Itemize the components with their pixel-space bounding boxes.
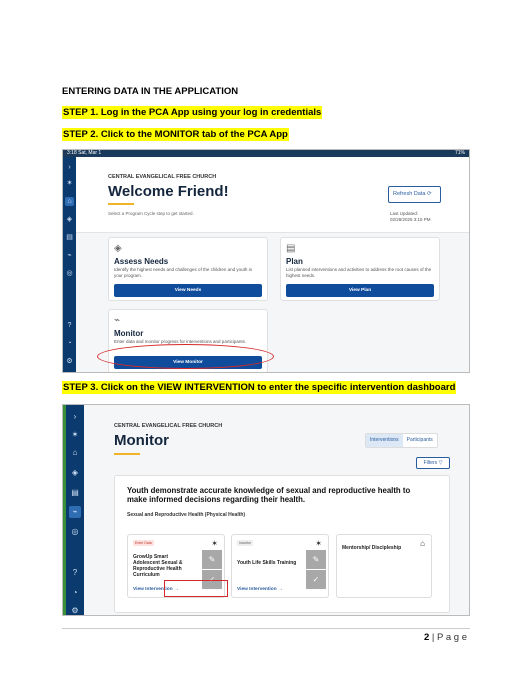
bulb-icon[interactable]: ◎ (66, 270, 73, 277)
wrench-icon[interactable]: ✎ (306, 550, 326, 569)
highlight-oval (97, 344, 274, 369)
plan-desc: List planned interventions and activities to address the root causes of the highest needs. (286, 267, 432, 278)
intervention-card (231, 534, 329, 598)
logo-icon: ✶ (66, 180, 73, 187)
chevron-right-icon[interactable]: › (68, 164, 71, 171)
outcome-category: Sexual and Reproductive Health (Physical Health) (127, 512, 246, 518)
walking-icon: ✶ (315, 539, 322, 548)
bell-icon[interactable]: ◔ (72, 588, 78, 597)
page-number (424, 632, 467, 643)
sidebar (63, 157, 76, 372)
tab-interventions[interactable]: Interventions (366, 434, 403, 447)
status-bar (63, 150, 469, 157)
last-updated-label: Last Updated: (390, 211, 419, 216)
view-needs-button[interactable]: View Needs (114, 284, 262, 297)
page-num: 2 (424, 632, 430, 643)
plan-title: Plan (286, 257, 303, 266)
wrench-icon[interactable]: ✎ (202, 550, 222, 569)
chevron-right-icon[interactable]: › (73, 412, 77, 421)
chart-icon[interactable]: ⌁ (67, 252, 72, 259)
clipboard-icon[interactable]: ▤ (66, 234, 73, 241)
intervention-name: GrowUp Smart Adolescent Sexual & Reproductive Health Curriculum (133, 554, 183, 578)
status-time: 3:18 Sat, Mar 1 (67, 150, 102, 156)
title-underline (114, 453, 140, 455)
church-name: CENTRAL EVANGELICAL FREE CHURCH (114, 423, 223, 429)
step1-heading (62, 107, 322, 118)
page-title: Monitor (114, 432, 169, 449)
check-icon[interactable]: ✓ (306, 570, 326, 589)
view-intervention-link[interactable]: View Intervention → (133, 587, 179, 592)
view-intervention-link[interactable]: View Intervention → (237, 587, 283, 592)
last-updated (390, 211, 431, 223)
step2-heading (62, 129, 289, 140)
check-icon[interactable]: ✓ (202, 570, 222, 589)
intervention-name: Youth Life Skills Training (237, 560, 297, 566)
step3-heading (62, 382, 456, 393)
chart-icon: ⌁ (114, 315, 121, 326)
layers-icon[interactable]: ◈ (71, 468, 79, 477)
tab-participants[interactable]: Participants (406, 437, 433, 443)
home-icon: ⌂ (420, 539, 425, 548)
church-name: CENTRAL EVANGELICAL FREE CHURCH (108, 174, 217, 180)
bell-icon[interactable]: ◔ (67, 340, 72, 347)
home-icon[interactable]: ⌂ (72, 448, 78, 457)
settings-icon[interactable]: ⚙ (66, 358, 73, 365)
layers-icon[interactable]: ◈ (66, 216, 73, 223)
monitor-screenshot (62, 404, 470, 616)
page-sep: | (429, 632, 438, 643)
assess-desc: Identify the highest needs and challenges of the children and youth in your program. (114, 267, 253, 278)
title-underline (108, 203, 134, 205)
step3-text: STEP 3. Click on the VIEW INTERVENTION to enter the specific intervention dashboard (63, 382, 456, 393)
home-icon[interactable]: ⌂ (65, 197, 74, 206)
welcome-title: Welcome Friend! (108, 183, 229, 200)
select-prompt: Select a Program Cycle step to get started. (108, 211, 194, 216)
footer-rule (62, 628, 470, 629)
filters-button[interactable] (416, 457, 450, 469)
highlight-rectangle (164, 580, 228, 597)
clipboard-icon[interactable]: ▤ (71, 488, 79, 497)
view-tabs (365, 433, 438, 448)
page-label: P a g e (437, 632, 467, 643)
status-badge: Inactive (239, 541, 252, 545)
plan-card (280, 237, 440, 301)
action-buttons (306, 550, 328, 597)
monitor-title: Monitor (114, 329, 144, 338)
walking-icon: ✶ (211, 539, 218, 548)
refresh-icon: ⟳ (426, 191, 432, 197)
refresh-label: Refresh Data (393, 191, 426, 197)
layers-icon: ◈ (114, 243, 122, 254)
main-heading: ENTERING DATA IN THE APPLICATION (62, 86, 239, 97)
bulb-icon[interactable]: ◎ (71, 527, 79, 536)
mentorship-card (336, 534, 432, 598)
help-icon[interactable]: ? (72, 568, 78, 577)
last-updated-value: 02/28/2025 3:15 PM (390, 217, 431, 222)
logo-icon: ✶ (71, 430, 79, 439)
monitor-desc: Enter data and monitor progress for interventions and participants. (114, 339, 247, 344)
sidebar (63, 405, 84, 615)
view-monitor-button[interactable]: View Monitor (114, 356, 262, 369)
settings-icon[interactable]: ⚙ (71, 606, 79, 615)
mentorship-name: Mentorship/ Discipleship (342, 545, 402, 551)
clipboard-icon: ▤ (286, 243, 296, 254)
filters-label: Filters (423, 460, 438, 466)
status-battery: 71% (454, 150, 465, 156)
step2-text: STEP 2. Click to the MONITOR tab of the PCA App (63, 129, 288, 140)
assess-needs-card (108, 237, 268, 301)
assess-title: Assess Needs (114, 257, 169, 266)
filter-icon: ▽ (438, 460, 443, 466)
status-badge: Enter Data (135, 541, 152, 545)
view-plan-button[interactable]: View Plan (286, 284, 434, 297)
outcome-title: Youth demonstrate accurate knowledge of sexual and reproductive health to make informed decisions regarding their health. (127, 486, 411, 504)
chart-icon[interactable]: ⌁ (69, 506, 81, 518)
home-screenshot (62, 149, 470, 373)
help-icon[interactable]: ? (67, 322, 72, 329)
step1-text: STEP 1. Log in the PCA App using your log in credentials (63, 107, 322, 118)
refresh-button[interactable] (388, 186, 441, 203)
